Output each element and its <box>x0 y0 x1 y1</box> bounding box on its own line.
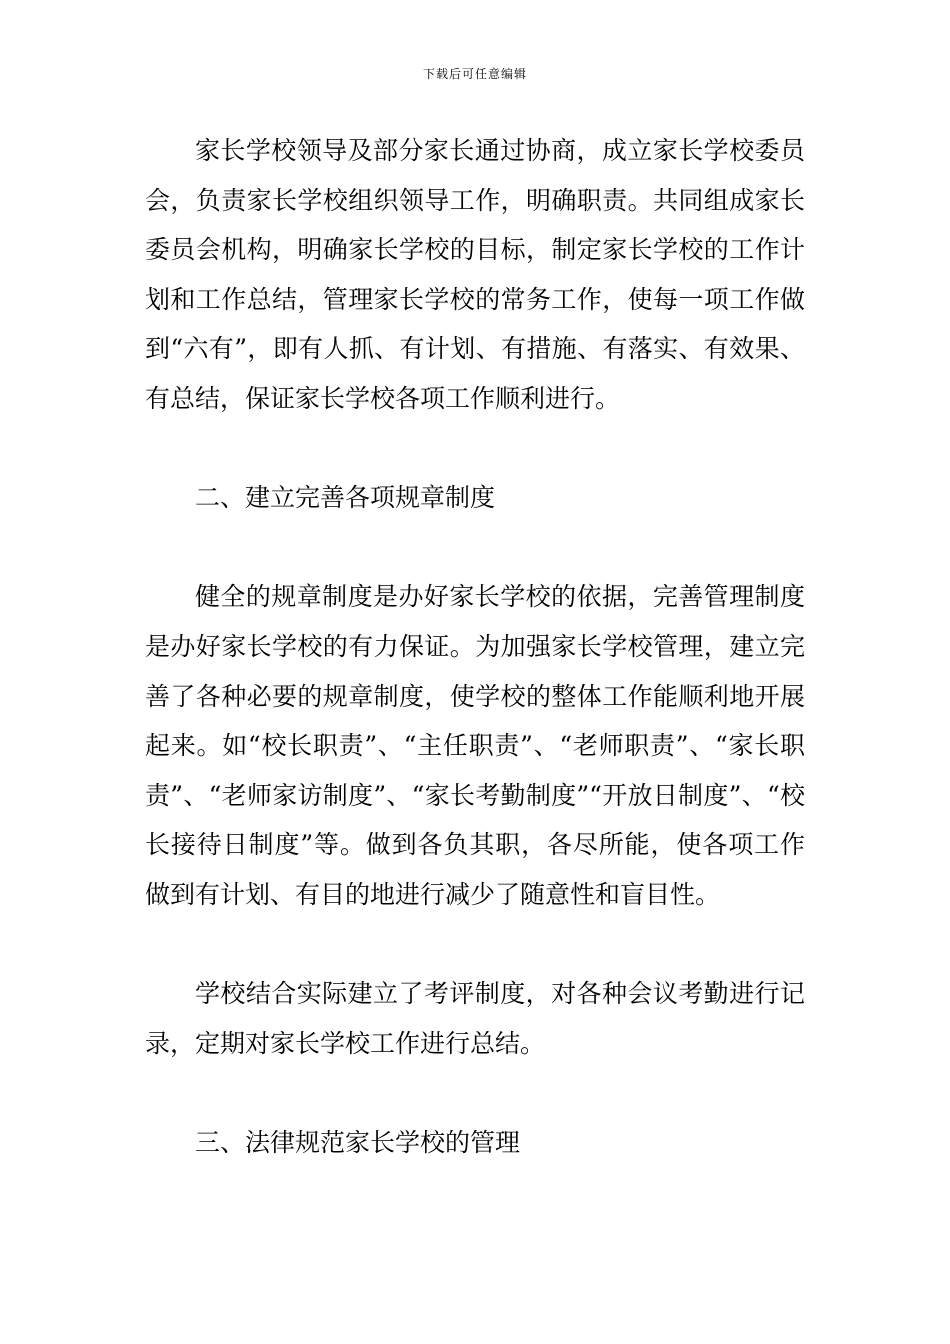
paragraph-gap <box>145 424 805 474</box>
document-body <box>145 126 805 1167</box>
paragraph-evaluation: 学校结合实际建立了考评制度，对各种会议考勤进行记录，定期对家长学校工作进行总结。 <box>145 979 805 1058</box>
section-heading-2: 二、建立完善各项规章制度 <box>195 483 496 513</box>
section-heading-3: 三、法律规范家长学校的管理 <box>195 1127 521 1157</box>
paragraph-gap <box>145 1068 805 1118</box>
paragraph-gap <box>145 920 805 970</box>
paragraph-committee: 家长学校领导及部分家长通过协商，成立家长学校委员会，负责家长学校组织领导工作，明确职责。共同组成家长委员会机构，明确家长学校的目标，制定家长学校的工作计划和工作总结，管理家长学校的常务工作，使每一项工作做到“六有”，即有人抓、有计划、有措施、有落实、有效果、有总结，保证家长学校各项工作顺利进行。 <box>145 136 805 413</box>
page-header-note: 下载后可任意编辑 <box>422 67 527 81</box>
paragraph-gap <box>145 523 805 573</box>
paragraph-rules: 健全的规章制度是办好家长学校的依据，完善管理制度是办好家长学校的有力保证。为加强家长学校管理，建立完善了各种必要的规章制度，使学校的整体工作能顺利地开展起来。如“校长职责”、“主任职责”、“老师职责”、“家长职责”、“老师家访制度”、“家长考勤制度”“开放日制度”、“校长接待日制度”等。做到各负其职，各尽所能，使各项工作做到有计划、有目的地进行减少了随意性和盲目性。 <box>145 582 805 909</box>
